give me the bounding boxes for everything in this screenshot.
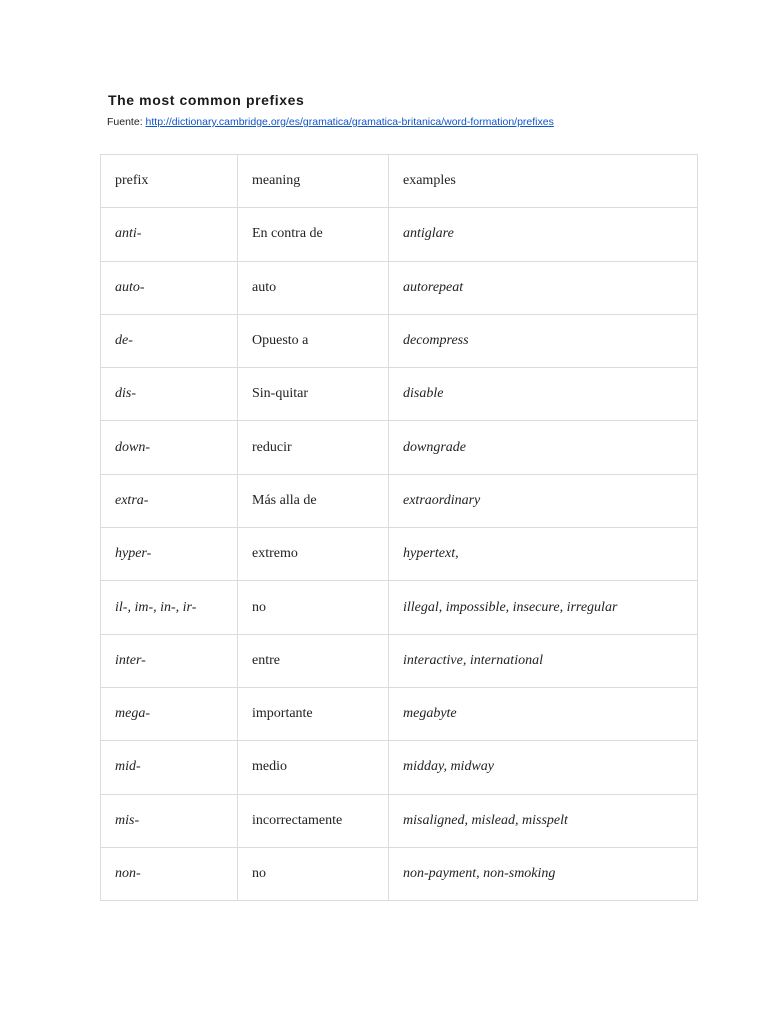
table-row [101,421,698,474]
table-row [101,368,698,421]
table-row [101,314,698,367]
prefixes-table-container [100,154,697,901]
document-title: The most common prefixes [108,92,305,108]
examples-cell: megabyte [389,687,698,740]
prefix-cell: inter- [101,634,238,687]
meaning-cell: importante [238,687,389,740]
examples-cell: misaligned, mislead, misspelt [389,794,698,847]
meaning-cell: Opuesto a [238,314,389,367]
prefix-cell: auto- [101,261,238,314]
prefix-cell: down- [101,421,238,474]
meaning-cell: Sin-quitar [238,368,389,421]
prefix-cell: mega- [101,687,238,740]
examples-cell: disable [389,368,698,421]
meaning-cell: no [238,581,389,634]
table-row [101,687,698,740]
table-row [101,634,698,687]
meaning-cell: extremo [238,528,389,581]
header-prefix: prefix [101,155,238,208]
prefix-cell: il-, im-, in-, ir- [101,581,238,634]
meaning-cell: no [238,847,389,900]
prefix-cell: mid- [101,741,238,794]
examples-cell: illegal, impossible, insecure, irregular [389,581,698,634]
examples-cell: extraordinary [389,474,698,527]
prefix-cell: anti- [101,208,238,261]
meaning-cell: incorrectamente [238,794,389,847]
table-body [101,155,698,901]
meaning-cell: En contra de [238,208,389,261]
examples-cell: hypertext, [389,528,698,581]
prefix-cell: de- [101,314,238,367]
meaning-cell: auto [238,261,389,314]
header-examples: examples [389,155,698,208]
meaning-cell: medio [238,741,389,794]
table-row [101,581,698,634]
table-row [101,261,698,314]
prefix-cell: non- [101,847,238,900]
prefix-cell: hyper- [101,528,238,581]
table-row [101,847,698,900]
prefix-cell: mis- [101,794,238,847]
examples-cell: midday, midway [389,741,698,794]
prefixes-table [100,154,698,901]
table-header-row [101,155,698,208]
examples-cell: interactive, international [389,634,698,687]
table-row [101,474,698,527]
examples-cell: downgrade [389,421,698,474]
table-row [101,741,698,794]
source-line [107,116,554,128]
examples-cell: non-payment, non-smoking [389,847,698,900]
meaning-cell: entre [238,634,389,687]
examples-cell: antiglare [389,208,698,261]
table-row [101,528,698,581]
table-row [101,794,698,847]
header-meaning: meaning [238,155,389,208]
prefix-cell: dis- [101,368,238,421]
source-label: Fuente: [107,116,143,128]
meaning-cell: Más alla de [238,474,389,527]
examples-cell: autorepeat [389,261,698,314]
meaning-cell: reducir [238,421,389,474]
examples-cell: decompress [389,314,698,367]
source-link[interactable]: http://dictionary.cambridge.org/es/gramatica/gramatica-britanica/word-formation/prefixes [145,116,554,128]
table-row [101,208,698,261]
prefix-cell: extra- [101,474,238,527]
